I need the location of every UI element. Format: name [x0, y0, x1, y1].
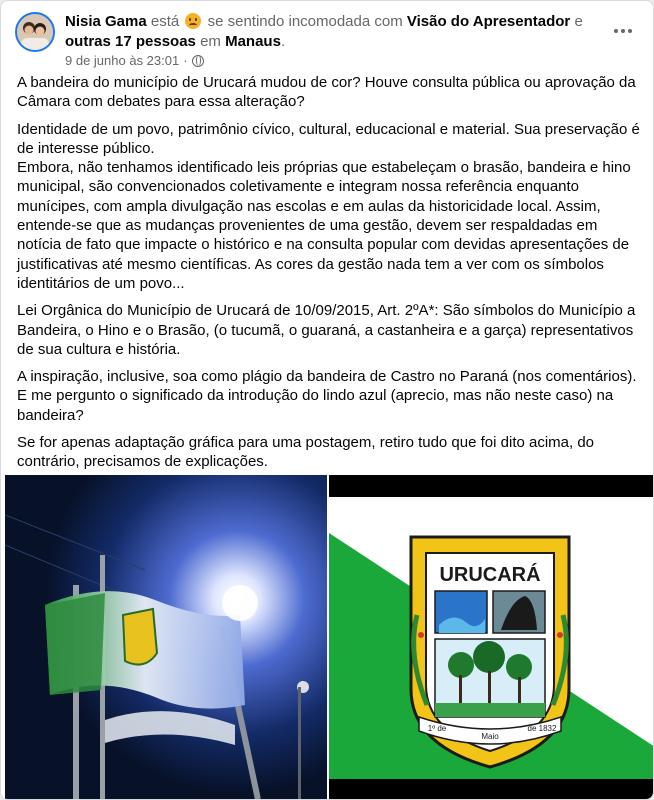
- post-paragraph-conclusion: Se for apenas adaptação gráfica para uma postagem, retiro tudo que foi dito acima, do contrário, precisamos de explicações.: [17, 434, 595, 471]
- post-paragraph-inspiration: A inspiração, inclusive, soa como plágio da bandeira de Castro no Paraná (nos comentários). E me pergunto o significado da introdução do lindo azul (aprecio, mas não neste caso) na bandeira?: [17, 368, 637, 424]
- dot-icon: [614, 29, 618, 33]
- flag-photo[interactable]: [5, 475, 327, 800]
- post-author-line: [65, 12, 585, 52]
- feeling-prefix: está: [150, 13, 180, 30]
- post-text: [17, 73, 641, 480]
- location-period: .: [280, 33, 286, 50]
- identity-continuation: Embora, não tenhamos identificado leis próprias que estabeleçam o brasão, bandeira e hino municipal, são convencionados coletivamente e integram nossa referência enquanto munícipes, com ampla divulgação nas escolas e em aulas da historicidade local. Assim, entende-se que as mudanças provenientes de uma gestão, devem ser respaldadas em notícia de fato que impacte o histórico e na consulta popular com devidas apresentações de justificativas até mesmo científicas. As cores da gestão nada tem a ver com os símbolos identitários de um povo...: [17, 159, 631, 292]
- author-name[interactable]: Nisia Gama: [65, 13, 147, 30]
- others-link[interactable]: outras 17 pessoas: [65, 33, 196, 50]
- flag-motto-right: de 1832: [527, 724, 557, 733]
- more-options-button[interactable]: [605, 17, 641, 45]
- post-paragraph-question: A bandeira do município de Urucará mudou de cor? Houve consulta pública ou aprovação da Câmara com debates para essa alteração?: [17, 74, 636, 111]
- dot-icon: [628, 29, 632, 33]
- location-link[interactable]: Manaus: [225, 33, 281, 50]
- avatar-photo: [17, 14, 53, 50]
- flag-motto-center: Maio: [481, 732, 499, 741]
- tagged-person-link[interactable]: Visão do Apresentador: [406, 13, 571, 30]
- flag-photo-image: [5, 475, 327, 800]
- flag-graphic[interactable]: [329, 475, 654, 800]
- post-paragraph-identity: [17, 120, 641, 294]
- angry-face-emoji-icon: [185, 13, 201, 29]
- flag-motto-left: 1º de: [427, 724, 447, 733]
- location-prefix: em: [200, 33, 221, 50]
- identity-line: Identidade de um povo, patrimônio cívico, cultural, educacional e material. Sua preservação é de interesse público.: [17, 120, 640, 157]
- connector-text: e: [574, 13, 583, 30]
- post-photos: [1, 475, 654, 800]
- post-timestamp[interactable]: 9 de junho às 23:01: [65, 53, 180, 68]
- dot-icon: [621, 29, 625, 33]
- author-avatar[interactable]: [15, 12, 55, 52]
- post-paragraph-law: Lei Orgânica do Município de Urucará de 10/09/2015, Art. 2ºA*: São símbolos do Município a Bandeira, o Hino e o Brasão, (o tucumã, o guaraná, a castanheira e a garça) representativos de sua cultura e história.: [17, 302, 636, 358]
- flag-name-text: URUCARÁ: [439, 564, 541, 586]
- feeling-text: se sentindo incomodada com: [207, 13, 403, 30]
- post-header: [1, 1, 654, 67]
- meta-separator: ·: [183, 53, 188, 68]
- post-meta: [65, 53, 204, 68]
- flag-graphic-image: [329, 475, 654, 800]
- globe-icon[interactable]: [192, 55, 204, 67]
